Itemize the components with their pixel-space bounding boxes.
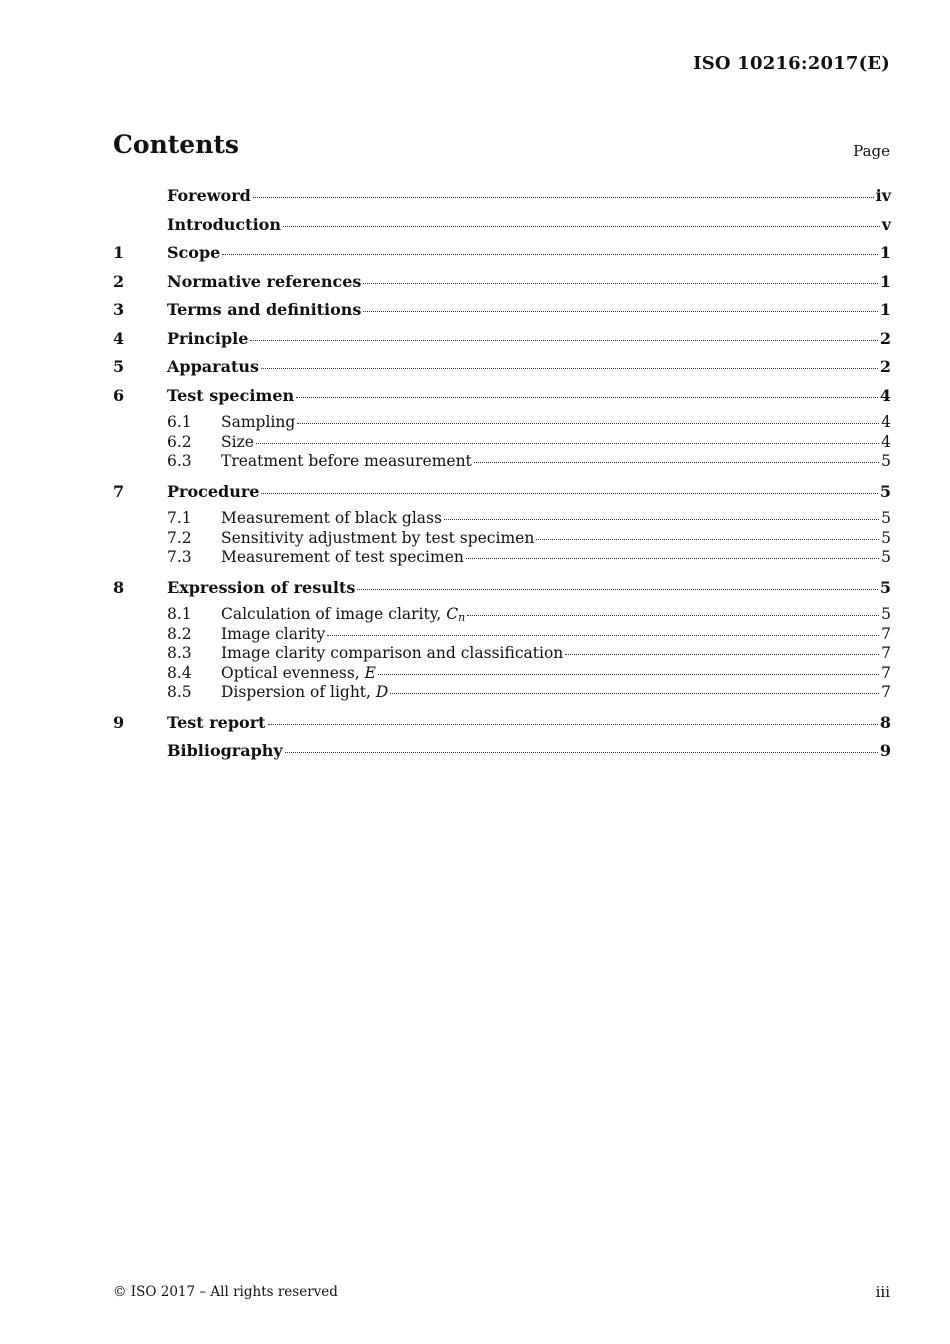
toc-entry-title <box>167 328 248 350</box>
toc-entry-title-text: Test specimen <box>167 385 295 405</box>
toc-entry-number: 9 <box>113 712 125 732</box>
toc-entry-title-text: Treatment before measurement <box>221 452 472 470</box>
toc-entry[interactable] <box>113 577 891 606</box>
toc-entry-title <box>221 644 563 664</box>
toc-entry-page: 4 <box>881 413 891 431</box>
toc-entry-title-text: Scope <box>167 243 221 262</box>
toc-dot-leader <box>357 589 878 590</box>
footer-page-number: iii <box>875 1283 890 1301</box>
toc-entry-page: 7 <box>881 683 891 701</box>
toc-entry[interactable] <box>113 299 891 328</box>
toc-entry-number: 5 <box>113 357 125 376</box>
toc-entry-number: 7.3 <box>167 548 192 566</box>
toc-entry-title <box>167 299 361 321</box>
toc-entry-number: 8 <box>113 577 125 597</box>
toc-dot-leader <box>222 254 878 255</box>
toc-entry-title <box>221 683 388 703</box>
toc-entry-number: 8.4 <box>167 663 192 682</box>
toc-entry-title-text: Introduction <box>167 214 281 234</box>
toc-entry-page: 5 <box>881 605 891 623</box>
toc-entry-page: 2 <box>879 357 891 376</box>
toc-entry-variable: C <box>446 605 459 623</box>
toc-entry-page: 7 <box>881 663 891 682</box>
toc-dot-leader <box>285 752 878 753</box>
toc-entry-title <box>221 452 472 472</box>
toc-dot-leader <box>444 519 879 520</box>
toc-entry-page: 9 <box>879 741 891 760</box>
toc-entry-title-text: Terms and definitions <box>167 300 362 319</box>
toc-entry-title-text: Size <box>221 432 254 451</box>
toc-entry-page: 4 <box>879 385 891 405</box>
toc-entry-number: 7 <box>113 481 125 501</box>
toc-entry-title-text: Optical evenness, <box>221 663 365 682</box>
toc-entry-title <box>221 664 376 684</box>
toc-entry-page: 2 <box>879 328 891 348</box>
toc-entry-page: v <box>881 214 891 234</box>
toc-entry-page: 1 <box>879 300 891 319</box>
toc-entry-title <box>167 385 294 407</box>
toc-entry[interactable] <box>113 271 891 300</box>
toc-entry-page: 1 <box>879 271 891 291</box>
table-of-contents <box>113 185 891 769</box>
toc-dot-leader <box>253 197 874 198</box>
toc-subentry[interactable] <box>113 413 891 433</box>
toc-entry-number: 8.1 <box>167 605 192 623</box>
toc-entry-title-text: Test report <box>167 712 266 732</box>
toc-subentry[interactable] <box>113 452 891 481</box>
toc-entry-variable: E <box>364 663 376 682</box>
toc-entry-title-text: Apparatus <box>167 357 259 376</box>
toc-dot-leader <box>536 539 879 540</box>
toc-dot-leader <box>565 654 879 655</box>
toc-dot-leader <box>283 226 880 227</box>
toc-entry-title <box>167 242 220 264</box>
toc-subentry[interactable] <box>113 529 891 549</box>
toc-entry-number: 2 <box>113 271 125 291</box>
toc-entry[interactable] <box>113 385 891 414</box>
toc-entry-title <box>167 481 259 503</box>
toc-dot-leader <box>363 311 877 312</box>
toc-entry-page: 5 <box>881 509 891 527</box>
toc-dot-leader <box>378 674 879 675</box>
toc-entry-title <box>167 356 259 378</box>
toc-entry-title-text: Expression of results <box>167 577 356 597</box>
toc-entry-variable-subscript: n <box>458 611 466 624</box>
toc-entry-title <box>221 548 464 568</box>
toc-dot-leader <box>261 493 877 494</box>
footer-copyright: © ISO 2017 – All rights reserved <box>113 1284 338 1300</box>
toc-entry-title-text: Image clarity <box>221 624 326 643</box>
toc-entry-page: iv <box>875 186 891 205</box>
contents-heading: Contents <box>113 130 240 159</box>
toc-entry-title <box>167 712 266 734</box>
toc-entry-page: 4 <box>881 432 891 451</box>
toc-subentry[interactable] <box>113 433 891 453</box>
toc-entry-page: 8 <box>879 712 891 732</box>
toc-dot-leader <box>250 340 877 341</box>
toc-dot-leader <box>390 693 879 694</box>
toc-entry-number: 4 <box>113 328 125 348</box>
toc-entry-page: 5 <box>879 577 891 597</box>
toc-entry-page: 5 <box>881 548 891 566</box>
page-column-label: Page <box>853 142 890 160</box>
toc-entry-title <box>221 509 442 529</box>
toc-entry-title-text: Dispersion of light, <box>221 683 376 701</box>
toc-entry-title-text: Image clarity comparison and classification <box>221 644 564 662</box>
toc-entry-variable: D <box>375 683 389 701</box>
toc-entry-page: 5 <box>881 528 891 547</box>
toc-entry[interactable] <box>113 712 891 741</box>
toc-subentry[interactable] <box>113 509 891 529</box>
toc-entry[interactable] <box>113 242 891 271</box>
toc-entry[interactable] <box>113 481 891 510</box>
toc-entry-title-text: Measurement of test specimen <box>221 548 464 566</box>
toc-entry[interactable] <box>113 740 891 769</box>
toc-entry-number: 6 <box>113 385 125 405</box>
toc-dot-leader <box>268 724 878 725</box>
toc-subentry[interactable] <box>113 644 891 664</box>
toc-dot-leader <box>466 558 879 559</box>
toc-entry-title <box>167 271 361 293</box>
toc-dot-leader <box>256 443 879 444</box>
toc-entry-title-text: Measurement of black glass <box>221 509 442 527</box>
toc-entry-page: 7 <box>881 624 891 643</box>
toc-entry-title <box>167 740 283 762</box>
toc-entry-title <box>167 214 281 236</box>
toc-entry-title <box>167 185 251 207</box>
toc-subentry[interactable] <box>113 605 891 625</box>
toc-entry-number: 8.5 <box>167 683 192 701</box>
toc-entry-number: 7.2 <box>167 528 192 547</box>
toc-dot-leader <box>297 423 879 424</box>
toc-entry-title-text: Sampling <box>221 413 296 431</box>
toc-dot-leader <box>467 615 879 616</box>
toc-entry-title <box>221 529 534 549</box>
toc-entry-number: 8.2 <box>167 624 192 643</box>
toc-entry-title-text: Calculation of image clarity, <box>221 605 447 623</box>
toc-dot-leader <box>296 397 878 398</box>
toc-subentry[interactable] <box>113 548 891 577</box>
toc-entry-number: 6.1 <box>167 413 192 431</box>
toc-entry-number: 6.2 <box>167 432 192 451</box>
toc-entry-title-text: Procedure <box>167 481 260 501</box>
toc-entry-number: 8.3 <box>167 644 192 662</box>
toc-entry[interactable] <box>113 185 891 214</box>
toc-dot-leader <box>261 368 878 369</box>
toc-entry-title <box>167 577 355 599</box>
toc-entry[interactable] <box>113 214 891 243</box>
toc-entry-number: 1 <box>113 243 125 262</box>
toc-entry-title-text: Principle <box>167 328 249 348</box>
toc-entry-title-text: Bibliography <box>167 741 283 760</box>
toc-entry-title <box>221 413 295 433</box>
toc-entry-page: 7 <box>881 644 891 662</box>
toc-subentry[interactable] <box>113 664 891 684</box>
toc-entry-number: 6.3 <box>167 452 192 470</box>
toc-entry-title <box>221 625 325 645</box>
toc-entry-page: 1 <box>879 243 891 262</box>
toc-entry-title-text: Foreword <box>167 186 251 205</box>
toc-entry[interactable] <box>113 328 891 357</box>
toc-entry-title-text: Sensitivity adjustment by test specimen <box>221 528 535 547</box>
toc-subentry[interactable] <box>113 625 891 645</box>
toc-entry-page: 5 <box>881 452 891 470</box>
toc-dot-leader <box>327 635 879 636</box>
toc-entry-page: 5 <box>879 481 891 501</box>
toc-subentry[interactable] <box>113 683 891 712</box>
toc-entry-number: 3 <box>113 300 125 319</box>
toc-entry[interactable] <box>113 356 891 385</box>
toc-entry-title <box>221 433 254 453</box>
toc-dot-leader <box>363 283 877 284</box>
toc-entry-title-text: Normative references <box>167 271 362 291</box>
document-id: ISO 10216:2017(E) <box>693 53 890 74</box>
toc-dot-leader <box>474 462 879 463</box>
toc-entry-number: 7.1 <box>167 509 192 527</box>
